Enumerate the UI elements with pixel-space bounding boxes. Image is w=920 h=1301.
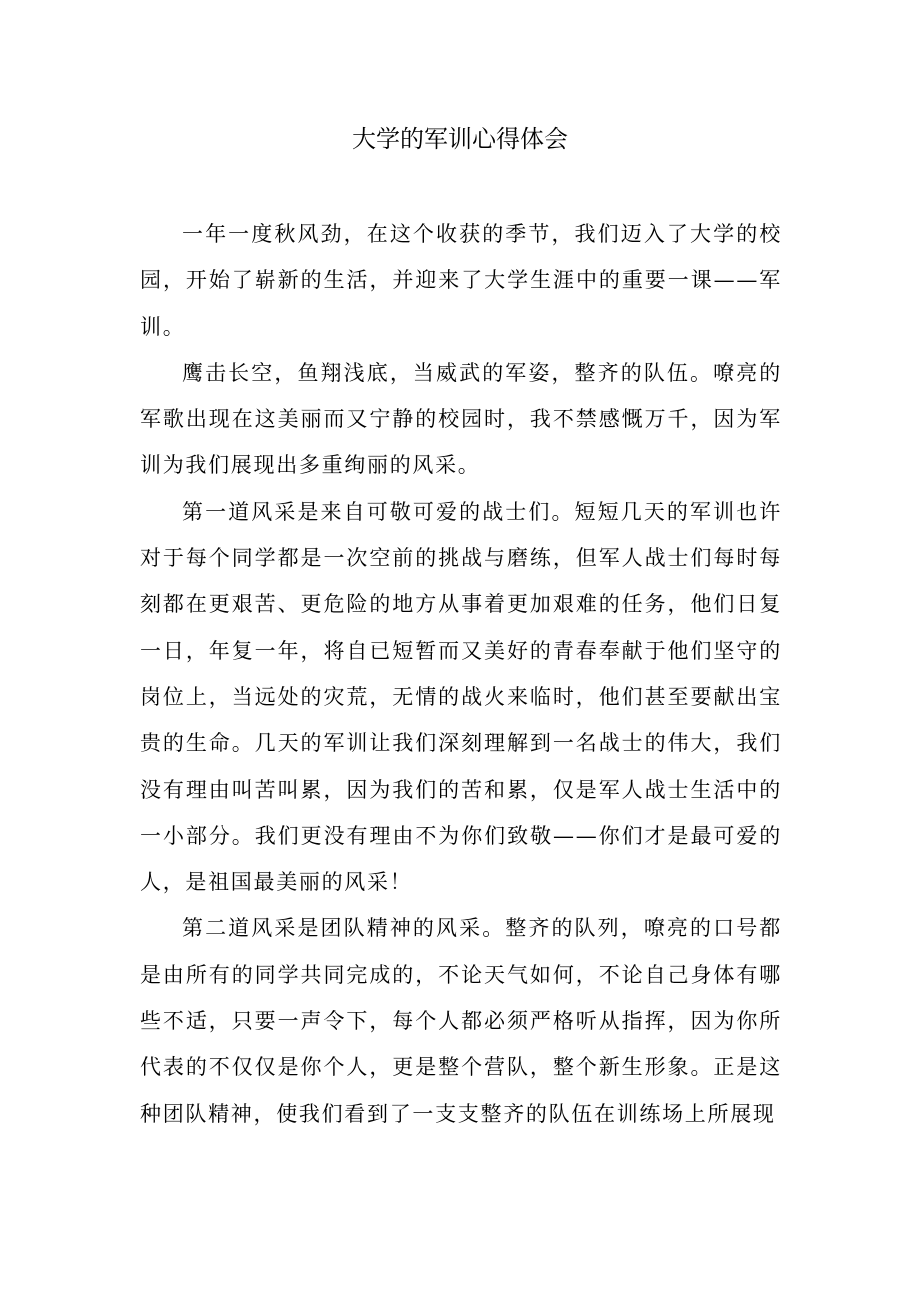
- paragraph-4: 第二道风采是团队精神的风采。整齐的队列，嘹亮的口号都是由所有的同学共同完成的，不论天气如何，不论自己身体有哪些不适，只要一声令下，每个人都必须严格听从指挥，因为你所代表的不仅仅是你个人，更是整个营队，整个新生形象。正是这种团队精神，使我们看到了一支支整齐的队伍在训练场上所展现: [140, 916, 782, 1126]
- paragraph-1: 一年一度秋风劲，在这个收获的季节，我们迈入了大学的校园，开始了崭新的生活，并迎来了大学生涯中的重要一课——军训。: [140, 222, 782, 339]
- paragraph-2: 鹰击长空，鱼翔浅底，当威武的军姿，整齐的队伍。嘹亮的军歌出现在这美丽而又宁静的校园时，我不禁感慨万千，因为军训为我们展现出多重绚丽的风采。: [140, 360, 782, 478]
- document-title: 大学的军训心得体会: [352, 125, 568, 153]
- document-body: [140, 211, 782, 1137]
- paragraph-3: 第一道风采是来自可敬可爱的战士们。短短几天的军训也许对于每个同学都是一次空前的挑战与磨练，但军人战士们每时每刻都在更艰苦、更危险的地方从事着更加艰难的任务，他们日复一日，年复一年，将自已短暂而又美好的青春奉献于他们坚守的岗位上，当远处的灾荒，无情的战火来临时，他们甚至要献出宝贵的生命。几天的军训让我们深刻理解到一名战士的伟大，我们没有理由叫苦叫累，因为我们的苦和累，仅是军人战士生活中的一小部分。我们更没有理由不为你们致敬——你们才是最可爱的人，是祖国最美丽的风采！: [140, 499, 782, 895]
